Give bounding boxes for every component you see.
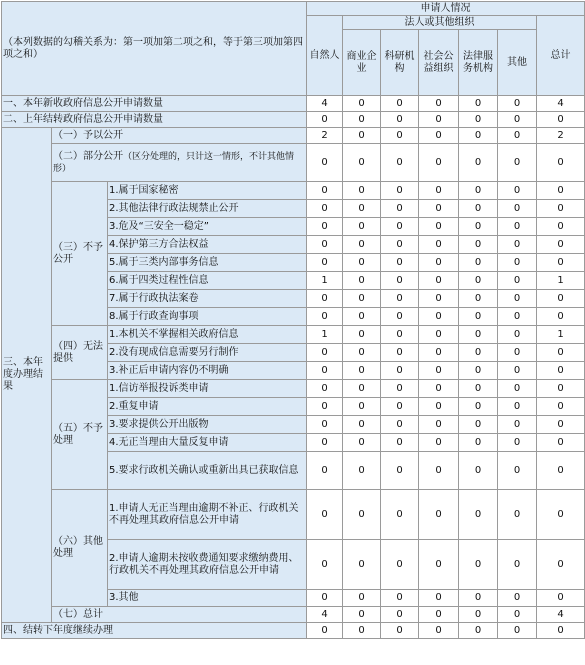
value-cell: 0 [381, 362, 419, 380]
value-cell: 0 [343, 490, 381, 540]
value-cell: 0 [419, 200, 459, 218]
table-row [2, 490, 585, 540]
value-cell: 0 [419, 128, 459, 144]
value-cell: 0 [307, 416, 343, 434]
value-cell: 0 [343, 434, 381, 452]
value-cell: 0 [459, 218, 498, 236]
value-cell: 0 [459, 590, 498, 607]
value-cell: 0 [498, 540, 537, 590]
col-legal-service: 法律服务机构 [459, 30, 498, 96]
value-cell: 0 [537, 623, 585, 639]
value-cell: 0 [381, 607, 419, 623]
value-cell: 0 [343, 362, 381, 380]
table-row [2, 182, 585, 200]
value-cell: 0 [459, 540, 498, 590]
value-cell: 0 [381, 398, 419, 416]
value-cell: 0 [498, 236, 537, 254]
value-cell: 0 [498, 112, 537, 128]
value-cell: 0 [343, 623, 381, 639]
value-cell: 1 [307, 326, 343, 344]
value-cell: 0 [381, 236, 419, 254]
value-cell: 0 [381, 308, 419, 326]
row-not-disclosed-item: 5.属于三类内部事务信息 [108, 254, 307, 272]
value-cell: 0 [537, 290, 585, 308]
value-cell: 0 [537, 254, 585, 272]
value-cell: 0 [419, 112, 459, 128]
row-subtotal: （七）总计 [52, 607, 307, 623]
value-cell: 4 [537, 96, 585, 112]
value-cell: 0 [419, 218, 459, 236]
row-cannot-provide-item: 2.没有现成信息需要另行制作 [108, 344, 307, 362]
value-cell: 0 [343, 290, 381, 308]
row-not-processed: （五）不予处理 [52, 380, 108, 490]
value-cell: 0 [343, 380, 381, 398]
value-cell: 1 [537, 326, 585, 344]
row-new-requests: 一、本年新收政府信息公开申请数量 [2, 96, 307, 112]
value-cell: 0 [307, 144, 343, 182]
row-not-disclosed-item: 3.危及“三安全一稳定” [108, 218, 307, 236]
value-cell: 0 [459, 326, 498, 344]
row-not-disclosed: （三）不予公开 [52, 182, 108, 326]
value-cell: 0 [419, 326, 459, 344]
value-cell: 0 [343, 182, 381, 200]
value-cell: 0 [381, 490, 419, 540]
value-cell: 0 [459, 128, 498, 144]
value-cell: 0 [307, 398, 343, 416]
value-cell: 0 [537, 200, 585, 218]
value-cell: 0 [459, 398, 498, 416]
value-cell: 0 [459, 254, 498, 272]
row-carried-over: 二、上年结转政府信息公开申请数量 [2, 112, 307, 128]
value-cell: 0 [419, 236, 459, 254]
row-not-processed-item: 5.要求行政机关确认或重新出具已获取信息 [108, 452, 307, 490]
value-cell: 0 [537, 308, 585, 326]
value-cell: 0 [498, 144, 537, 182]
value-cell: 0 [498, 607, 537, 623]
value-cell: 0 [537, 540, 585, 590]
value-cell: 0 [459, 96, 498, 112]
row-not-processed-item: 1.信访举报投诉类申请 [108, 380, 307, 398]
value-cell: 0 [381, 416, 419, 434]
value-cell: 0 [498, 380, 537, 398]
value-cell: 0 [307, 490, 343, 540]
value-cell: 0 [307, 254, 343, 272]
value-cell: 0 [498, 490, 537, 540]
value-cell: 0 [498, 362, 537, 380]
value-cell: 0 [419, 96, 459, 112]
value-cell: 2 [537, 128, 585, 144]
table-row [2, 144, 585, 182]
value-cell: 0 [307, 236, 343, 254]
value-cell: 0 [343, 590, 381, 607]
value-cell: 0 [537, 434, 585, 452]
value-cell: 0 [459, 290, 498, 308]
value-cell: 0 [498, 344, 537, 362]
value-cell: 0 [343, 272, 381, 290]
value-cell: 0 [381, 200, 419, 218]
value-cell: 0 [537, 344, 585, 362]
value-cell: 0 [537, 362, 585, 380]
value-cell: 0 [343, 96, 381, 112]
row-not-processed-item: 3.要求提供公开出版物 [108, 416, 307, 434]
value-cell: 0 [537, 590, 585, 607]
value-cell: 0 [343, 398, 381, 416]
partial-label: （二）部分公开 [53, 150, 123, 162]
value-cell: 0 [419, 254, 459, 272]
value-cell: 0 [381, 540, 419, 590]
table-row [2, 607, 585, 623]
row-disclosed: （一）予以公开 [52, 128, 307, 144]
value-cell: 0 [343, 452, 381, 490]
value-cell: 0 [419, 308, 459, 326]
table-row [2, 112, 585, 128]
value-cell: 0 [537, 236, 585, 254]
value-cell: 0 [381, 623, 419, 639]
value-cell: 0 [307, 362, 343, 380]
value-cell: 0 [419, 607, 459, 623]
value-cell: 0 [343, 416, 381, 434]
value-cell: 0 [381, 144, 419, 182]
table-row [2, 623, 585, 639]
row-processing-results: 三、本年度办理结果 [2, 128, 52, 623]
value-cell: 0 [537, 398, 585, 416]
statistics-table [1, 1, 585, 639]
table-row [2, 380, 585, 398]
row-cannot-provide-item: 3.补正后申请内容仍不明确 [108, 362, 307, 380]
value-cell: 0 [537, 452, 585, 490]
value-cell: 2 [307, 128, 343, 144]
value-cell: 0 [537, 380, 585, 398]
row-not-disclosed-item: 1.属于国家秘密 [108, 182, 307, 200]
value-cell: 0 [498, 452, 537, 490]
row-other-processing-item: 3.其他 [108, 590, 307, 607]
value-cell: 0 [459, 607, 498, 623]
value-cell: 0 [459, 236, 498, 254]
row-carry-forward: 四、结转下年度继续办理 [2, 623, 307, 639]
value-cell: 0 [459, 362, 498, 380]
value-cell: 0 [381, 380, 419, 398]
value-cell: 1 [307, 272, 343, 290]
value-cell: 0 [419, 272, 459, 290]
value-cell: 0 [419, 416, 459, 434]
value-cell: 0 [419, 452, 459, 490]
value-cell: 0 [459, 182, 498, 200]
value-cell: 0 [498, 96, 537, 112]
row-not-disclosed-item: 6.属于四类过程性信息 [108, 272, 307, 290]
value-cell: 0 [343, 308, 381, 326]
value-cell: 0 [343, 344, 381, 362]
row-other-processing-item: 2.申请人逾期未按收费通知要求缴纳费用、行政机关不再处理其政府信息公开申请 [108, 540, 307, 590]
row-not-disclosed-item: 8.属于行政查询事项 [108, 308, 307, 326]
value-cell: 0 [343, 112, 381, 128]
col-total: 总计 [537, 16, 585, 96]
value-cell: 0 [381, 452, 419, 490]
value-cell: 0 [459, 434, 498, 452]
value-cell: 0 [307, 200, 343, 218]
value-cell: 0 [381, 272, 419, 290]
value-cell: 0 [537, 218, 585, 236]
value-cell: 0 [307, 112, 343, 128]
value-cell: 0 [307, 218, 343, 236]
value-cell: 1 [537, 272, 585, 290]
value-cell: 0 [459, 452, 498, 490]
value-cell: 0 [381, 218, 419, 236]
value-cell: 0 [498, 398, 537, 416]
value-cell: 0 [498, 326, 537, 344]
header-note: （本列数据的勾稽关系为：第一项加第二项之和，等于第三项加第四项之和） [2, 2, 307, 96]
value-cell: 0 [381, 182, 419, 200]
row-cannot-provide-item: 1.本机关不掌握相关政府信息 [108, 326, 307, 344]
value-cell: 0 [419, 362, 459, 380]
value-cell: 0 [459, 112, 498, 128]
value-cell: 0 [381, 112, 419, 128]
value-cell: 0 [307, 623, 343, 639]
row-other-processing: （六）其他处理 [52, 490, 108, 607]
value-cell: 0 [459, 490, 498, 540]
col-business: 商业企业 [343, 30, 381, 96]
value-cell: 0 [307, 452, 343, 490]
value-cell: 0 [419, 540, 459, 590]
value-cell: 0 [419, 398, 459, 416]
value-cell: 0 [343, 236, 381, 254]
table-row [2, 128, 585, 144]
value-cell: 0 [307, 434, 343, 452]
value-cell: 0 [498, 128, 537, 144]
value-cell: 0 [343, 540, 381, 590]
value-cell: 0 [343, 254, 381, 272]
value-cell: 0 [459, 380, 498, 398]
value-cell: 0 [381, 254, 419, 272]
value-cell: 0 [419, 623, 459, 639]
value-cell: 0 [343, 128, 381, 144]
row-partially-disclosed [52, 144, 307, 182]
value-cell: 0 [459, 144, 498, 182]
value-cell: 0 [307, 308, 343, 326]
value-cell: 0 [537, 112, 585, 128]
value-cell: 0 [537, 182, 585, 200]
value-cell: 0 [419, 434, 459, 452]
row-not-processed-item: 2.重复申请 [108, 398, 307, 416]
value-cell: 0 [459, 344, 498, 362]
value-cell: 4 [307, 96, 343, 112]
value-cell: 0 [498, 416, 537, 434]
col-other: 其他 [498, 30, 537, 96]
value-cell: 0 [459, 623, 498, 639]
value-cell: 0 [343, 200, 381, 218]
value-cell: 0 [498, 290, 537, 308]
header-applicant: 申请人情况 [307, 2, 585, 16]
table-row [2, 96, 585, 112]
value-cell: 0 [419, 490, 459, 540]
value-cell: 0 [307, 290, 343, 308]
value-cell: 0 [537, 144, 585, 182]
value-cell: 0 [343, 144, 381, 182]
value-cell: 0 [381, 590, 419, 607]
value-cell: 4 [307, 607, 343, 623]
value-cell: 0 [498, 590, 537, 607]
col-research: 科研机构 [381, 30, 419, 96]
value-cell: 0 [459, 272, 498, 290]
value-cell: 0 [419, 182, 459, 200]
value-cell: 0 [343, 218, 381, 236]
value-cell: 0 [498, 308, 537, 326]
row-not-disclosed-item: 2.其他法律行政法规禁止公开 [108, 200, 307, 218]
value-cell: 4 [537, 607, 585, 623]
value-cell: 0 [419, 344, 459, 362]
value-cell: 0 [537, 416, 585, 434]
col-public-welfare: 社会公益组织 [419, 30, 459, 96]
value-cell: 0 [537, 490, 585, 540]
value-cell: 0 [343, 326, 381, 344]
row-not-processed-item: 4.无正当理由大量反复申请 [108, 434, 307, 452]
value-cell: 0 [307, 182, 343, 200]
col-natural-person: 自然人 [307, 16, 343, 96]
value-cell: 0 [307, 540, 343, 590]
partial-note: （区分处理的，只计这一情形，不计其他情形） [53, 151, 295, 174]
row-cannot-provide: （四）无法提供 [52, 326, 108, 380]
row-not-disclosed-item: 7.属于行政执法案卷 [108, 290, 307, 308]
value-cell: 0 [498, 218, 537, 236]
value-cell: 0 [381, 434, 419, 452]
value-cell: 0 [498, 434, 537, 452]
value-cell: 0 [459, 416, 498, 434]
value-cell: 0 [381, 96, 419, 112]
value-cell: 0 [498, 254, 537, 272]
value-cell: 0 [498, 623, 537, 639]
value-cell: 0 [307, 344, 343, 362]
value-cell: 0 [307, 590, 343, 607]
table-row [2, 326, 585, 344]
value-cell: 0 [343, 607, 381, 623]
value-cell: 0 [381, 326, 419, 344]
value-cell: 0 [459, 308, 498, 326]
value-cell: 0 [498, 182, 537, 200]
header-legal-group: 法人或其他组织 [343, 16, 537, 30]
row-not-disclosed-item: 4.保护第三方合法权益 [108, 236, 307, 254]
value-cell: 0 [381, 128, 419, 144]
value-cell: 0 [498, 272, 537, 290]
value-cell: 0 [419, 144, 459, 182]
value-cell: 0 [419, 380, 459, 398]
value-cell: 0 [419, 590, 459, 607]
value-cell: 0 [381, 290, 419, 308]
value-cell: 0 [381, 344, 419, 362]
value-cell: 0 [419, 290, 459, 308]
value-cell: 0 [459, 200, 498, 218]
row-other-processing-item: 1.申请人无正当理由逾期不补正、行政机关不再处理其政府信息公开申请 [108, 490, 307, 540]
value-cell: 0 [307, 380, 343, 398]
value-cell: 0 [498, 200, 537, 218]
